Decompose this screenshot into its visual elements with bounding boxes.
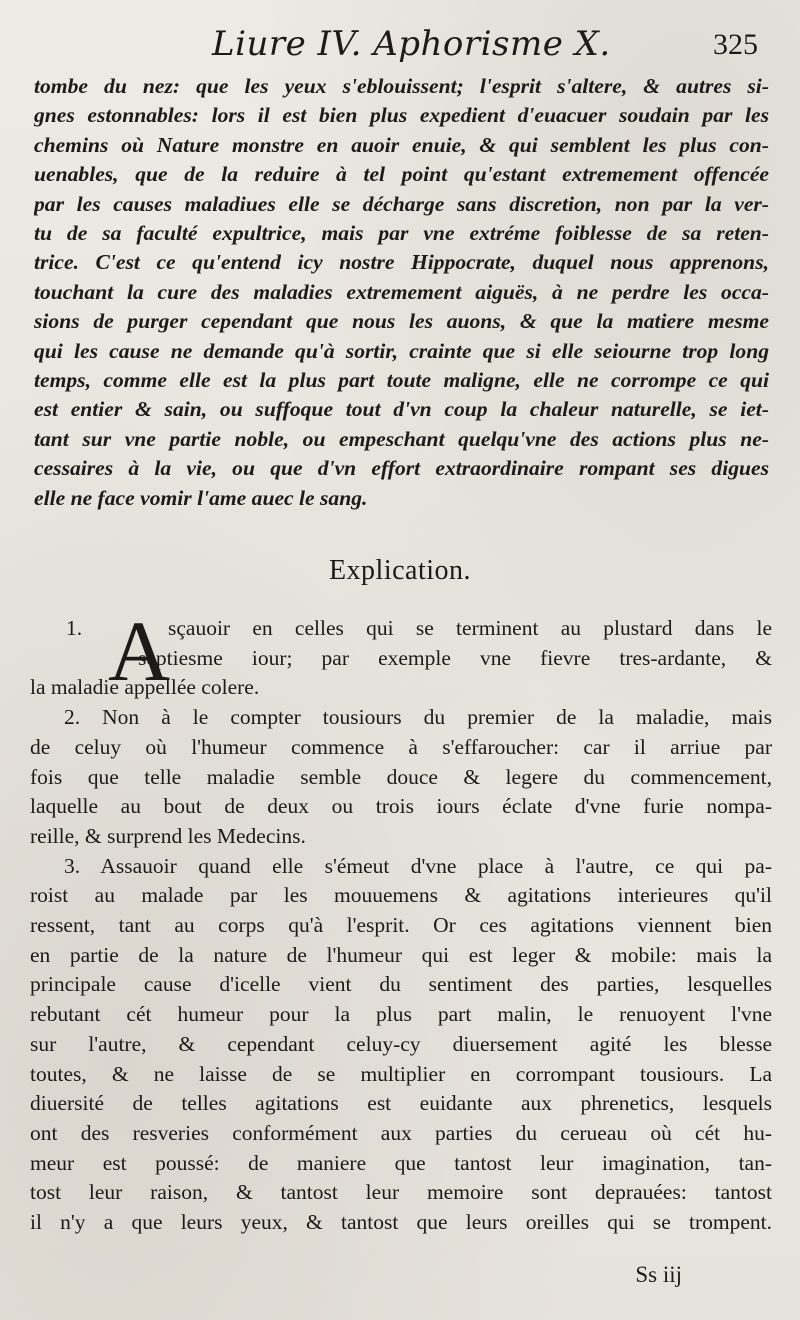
explication-line: roist au malade par les mouuemens & agitations interieures qu'il [30,883,772,908]
aphorism-line: gnes estonnables: lors il est bien plus expedient d'euacuer soudain par les [34,103,769,128]
explication-line: laquelle au bout de deux ou trois iours éclate d'vne furie nompa- [30,794,772,819]
explication-line: en partie de la nature de l'humeur qui est leger & mobile: mais la [30,942,772,967]
explication-line: septiesme iour; par exemple vne fievre tres-ardante, & [138,645,772,670]
explication-line-text: sçauoir en celles qui se terminent au plustard dans le [168,616,772,640]
explication-line: meur est poussé: de maniere que tantost leur imagination, tan- [30,1150,772,1175]
aphorism-line: sions de purger cependant que nous les auons, & que la matiere mesme [34,309,769,334]
explication-line: principale cause d'icelle vient du sentiment des parties, lesquelles [30,972,772,997]
explication-line: fois que telle maladie semble douce & legere du commencement, [30,764,772,789]
section-heading: Explication. [328,555,472,586]
explication-line: reille, & surprend les Medecins. [30,823,306,848]
explication-line: diuersité de telles agitations est euidante aux phrenetics, lesquels [30,1091,772,1116]
note-number: 1. [66,616,83,640]
explication-line: sur l'autre, & cependant celuy-cy diuersement agité les blesse [30,1031,772,1056]
aphorism-line: touchant la cure des maladies extremement aiguës, à ne perdre les occa- [34,279,769,304]
explication-line: de celuy où l'humeur commence à s'effaroucher: car il arriue par [30,734,772,759]
explication-line [30,614,772,644]
aphorism-line: trice. C'est ce qu'entend icy nostre Hippocrate, duquel nous apprenons, [34,250,769,275]
explication-line: 3. Assauoir quand elle s'émeut d'vne place à l'autre, ce qui pa- [64,853,772,878]
explication-line: tost leur raison, & tantost leur memoire sont deprauées: tantost [30,1180,772,1205]
aphorism-line: tombe du nez: que les yeux s'eblouissent; l'esprit s'altere, & autres si- [34,74,769,98]
aphorism-text [34,72,769,513]
signature-mark: Ss iij [635,1262,682,1287]
aphorism-line: tant sur vne partie noble, ou empeschant quelqu'vne des actions plus ne- [34,426,769,451]
page-number: 325 [713,28,758,61]
explication-line: la maladie appellée colere. [30,675,260,700]
explication-line: il n'y a que leurs yeux, & tantost que leurs oreilles qui se trompent. [30,1210,772,1235]
aphorism-line: par les causes maladiues elle se décharge sans discretion, non par la ver- [34,191,769,216]
explication-line: rebutant cét humeur pour la plus part malin, le renuoyent l'vne [30,1002,772,1027]
aphorism-line: tu de sa faculté expultrice, mais par vne extréme foiblesse de sa reten- [34,221,769,246]
explication-text [30,603,772,1238]
aphorism-line: qui les cause ne demande qu'à sortir, crainte que si elle seiourne trop long [34,338,769,363]
aphorism-line: temps, comme elle est la plus part toute maligne, elle ne corrompe ce qui [34,368,769,393]
aphorism-line: est entier & sain, ou suffoque tout d'vn coup la chaleur naturelle, se iet- [34,397,769,422]
explication-line: toutes, & ne laisse de se multiplier en corrompant tousiours. La [30,1061,772,1086]
aphorism-line: uenables, que de la reduire à tel point qu'estant extremement offencée [34,162,769,187]
running-head [0,20,800,68]
running-title: Liure IV. Aphorisme X. [212,24,611,64]
explication-line: 2. Non à le compter tousiours du premier de la maladie, mais [64,705,772,730]
aphorism-line: cessaires à la vie, ou que d'vn effort extraordinaire rompant ses digues [34,456,769,481]
explication-line: ont des resveries conformément aux parties du cerueau où cét hu- [30,1120,772,1145]
drop-cap: A [108,603,171,699]
explication-line: ressent, tant au corps qu'à l'esprit. Or ces agitations viennent bien [30,913,772,938]
aphorism-line: chemins où Nature monstre en auoir enuie, & qui semblent les plus con- [34,132,769,157]
aphorism-line: elle ne face vomir l'ame auec le sang. [34,485,368,510]
